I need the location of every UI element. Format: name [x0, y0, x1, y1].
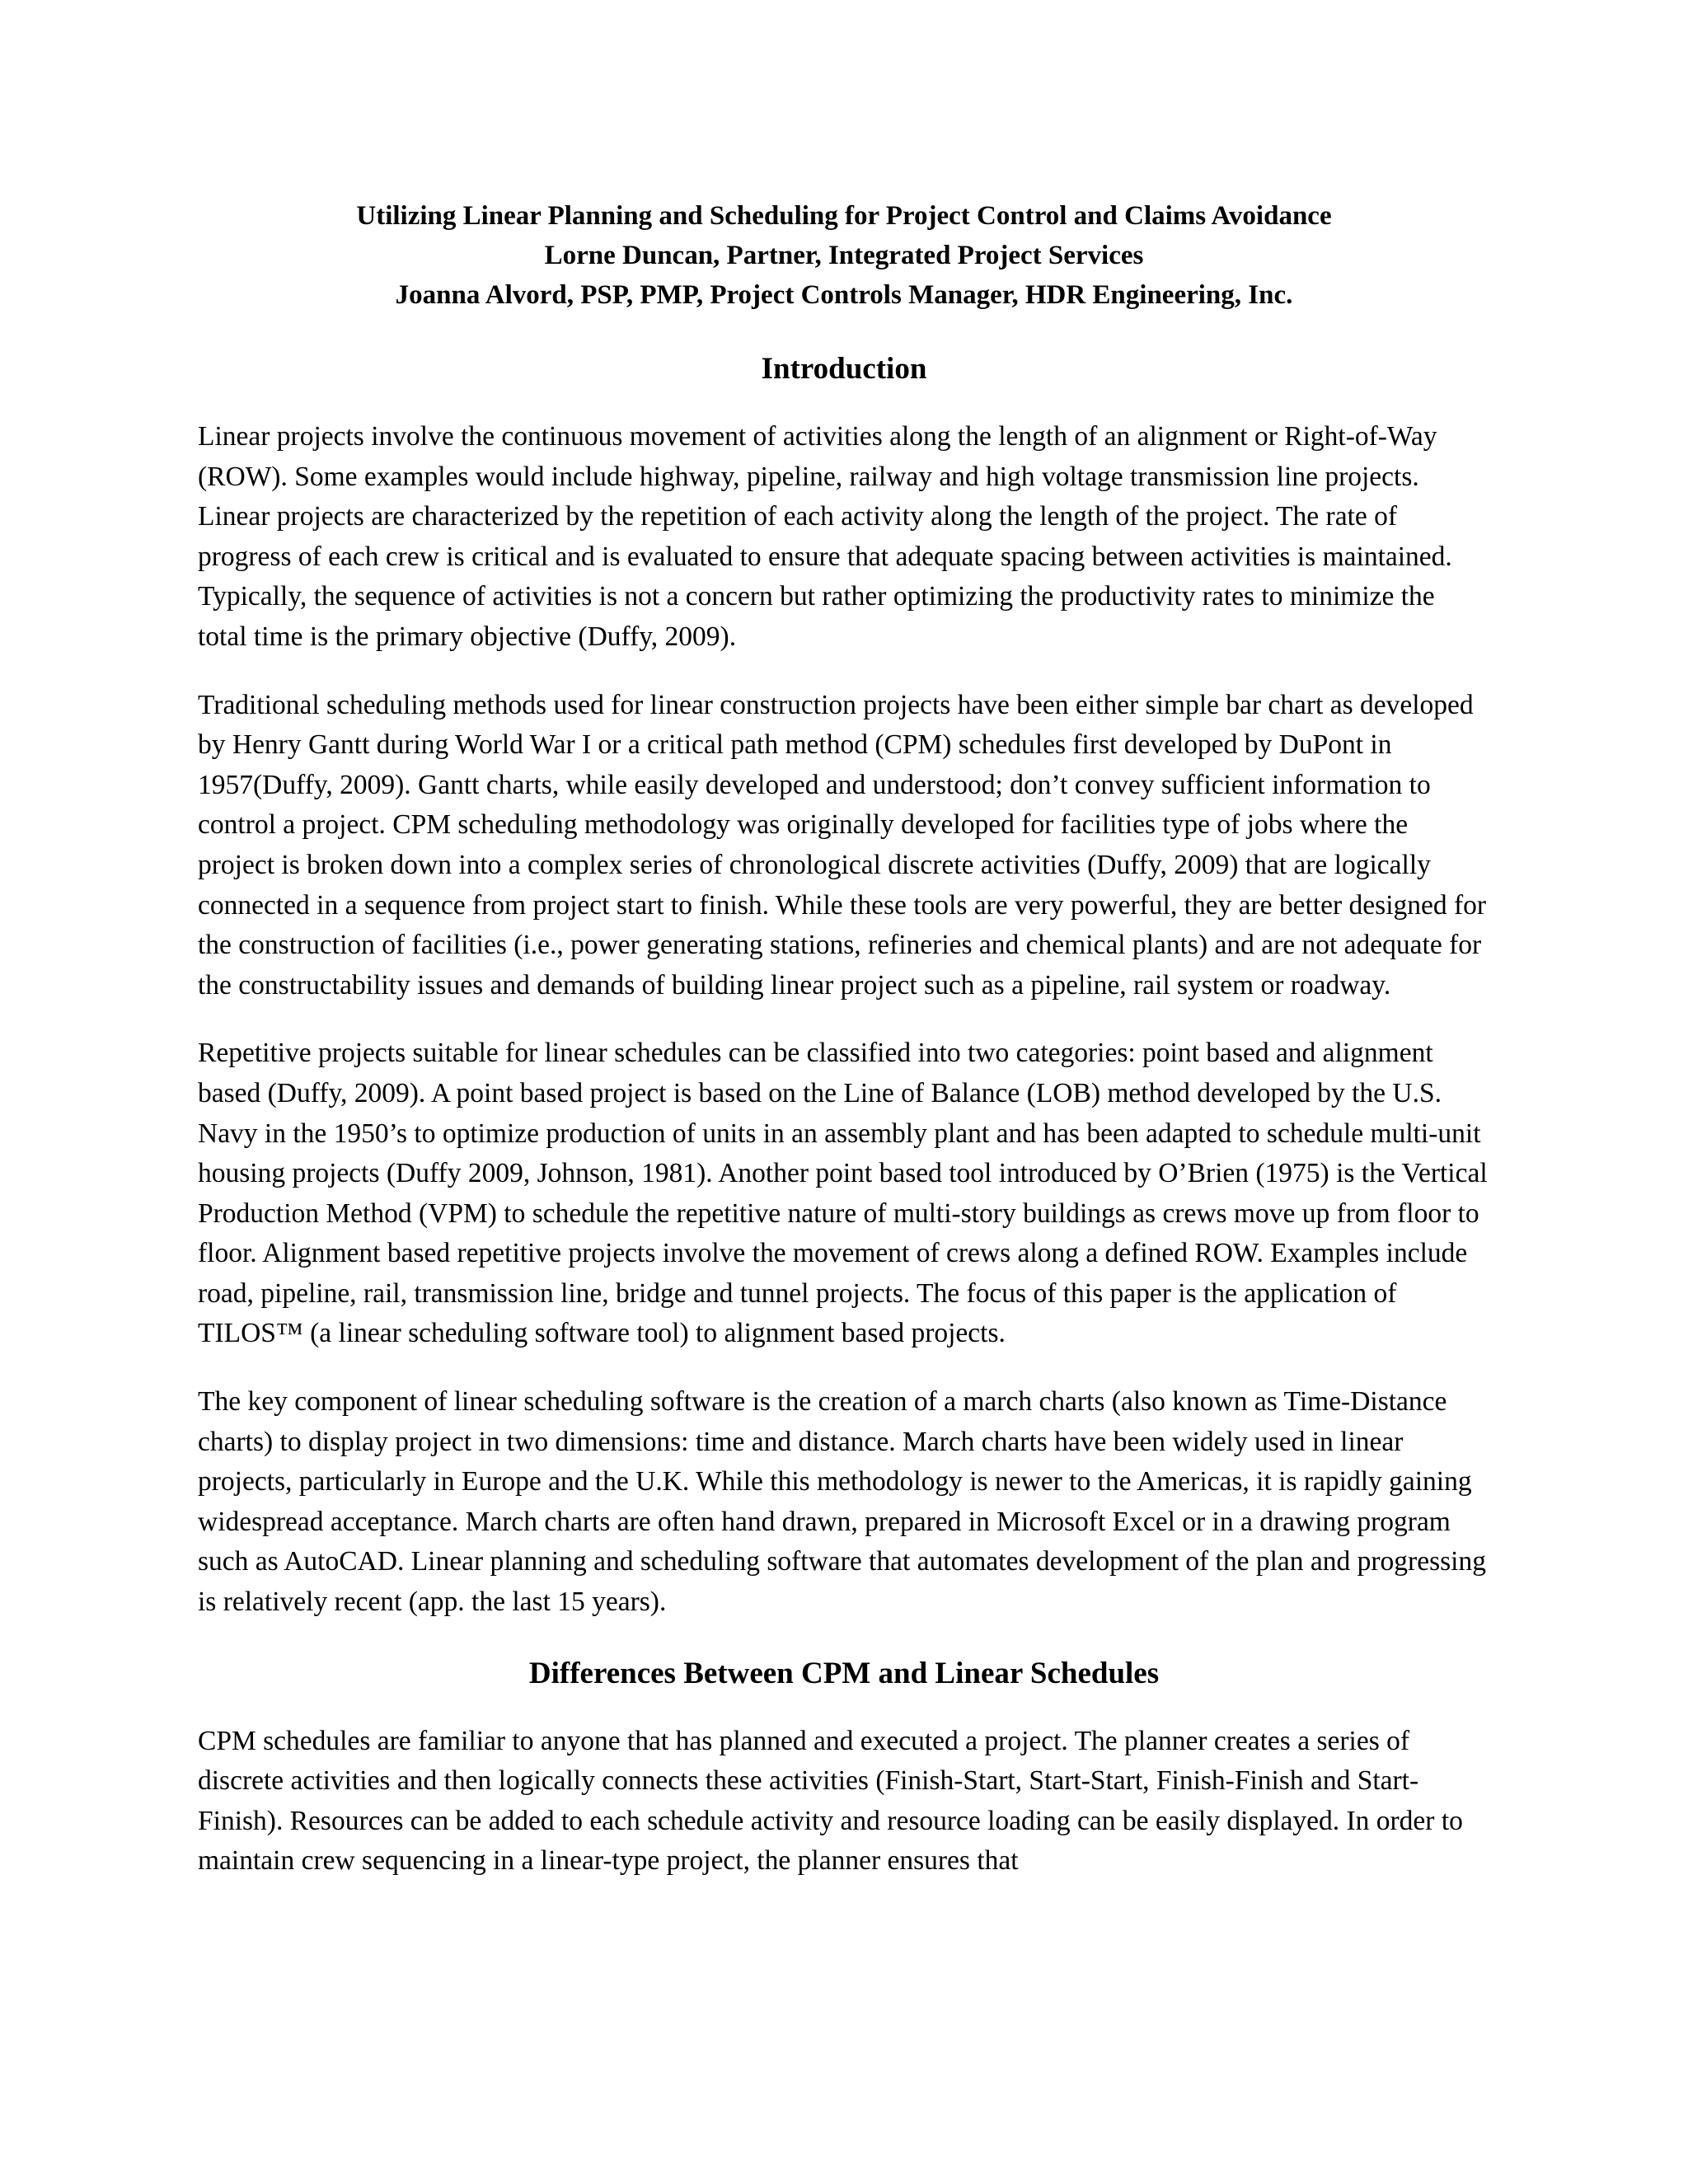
paragraph: The key component of linear scheduling software is the creation of a march charts (also known as Time-Distance charts) to display project in two dimensions: time and distance. March charts have been widely used in linear projects, particularly in Europe and the U.K. While this methodology is newer to the Americas, it is rapidly gaining widespread acceptance. March charts are often hand drawn, prepared in Microsoft Excel or in a drawing program such as AutoCAD. Linear planning and scheduling software that automates development of the plan and progressing is relatively recent (app. the last 15 years). — [198, 1386, 1486, 1618]
paper-header — [198, 196, 1490, 315]
paragraph: Repetitive projects suitable for linear schedules can be classified into two categories: point based and alignment based (Duffy, 2009). A point based project is based on the Line of Balance (LOB) method developed by the U.S. Navy in the 1950’s to optimize production of units in an assembly plant and has been adapted to schedule multi-unit housing projects (Duffy 2009, Johnson, 1981). Another point based tool introduced by O’Brien (1975) is the Vertical Production Method (VPM) to schedule the repetitive nature of multi-story buildings as crews move up from floor to floor. Alignment based repetitive projects involve the movement of crews along a defined ROW. Examples include road, pipeline, rail, transmission line, bridge and tunnel projects. The focus of this paper is the application of TILOS™ (a linear scheduling software tool) to alignment based projects. — [198, 1038, 1488, 1349]
paragraph: CPM schedules are familiar to anyone that has planned and executed a project. The planner creates a series of discrete activities and then logically connects these activities (Finish-Start, Start-Start, Finish-Finish and Start-Finish). Resources can be added to each schedule activity and resource loading can be easily displayed. In order to maintain crew sequencing in a linear-type project, the planner ensures that — [198, 1725, 1463, 1877]
paper-title: Utilizing Linear Planning and Scheduling for Project Control and Claims Avoidance — [356, 201, 1332, 231]
author-line-1: Lorne Duncan, Partner, Integrated Project Services — [544, 241, 1144, 270]
paragraph: Traditional scheduling methods used for linear construction projects have been either simple bar chart as developed by Henry Gantt during World War I or a critical path method (CPM) schedules first developed by DuPont in 1957(Duffy, 2009). Gantt charts, while easily developed and understood; don’t convey sufficient information to control a project. CPM scheduling methodology was originally developed for facilities type of jobs where the project is broken down into a complex series of chronological discrete activities (Duffy, 2009) that are logically connected in a sequence from project start to finish. While these tools are very powerful, they are better designed for the construction of facilities (i.e., power generating stations, refineries and chemical plants) and are not adequate for the constructability issues and demands of building linear project such as a pipeline, rail system or roadway. — [198, 689, 1487, 1001]
paragraph: Linear projects involve the continuous movement of activities along the length of an alignment or Right-of-Way (ROW). Some examples would include highway, pipeline, railway and high voltage transmission line projects. Linear projects are characterized by the repetition of each activity along the length of the project. The rate of progress of each crew is critical and is evaluated to ensure that adequate spacing between activities is maintained. Typically, the sequence of activities is not a concern but rather optimizing the productivity rates to minimize the total time is the primary objective (Duffy, 2009). — [198, 421, 1452, 652]
document-page — [198, 196, 1490, 1882]
author-line-2: Joanna Alvord, PSP, PMP, Project Controls Manager, HDR Engineering, Inc. — [395, 280, 1293, 310]
section-heading-introduction: Introduction — [761, 352, 927, 386]
section-heading-differences: Differences Between CPM and Linear Schedules — [528, 1656, 1160, 1690]
